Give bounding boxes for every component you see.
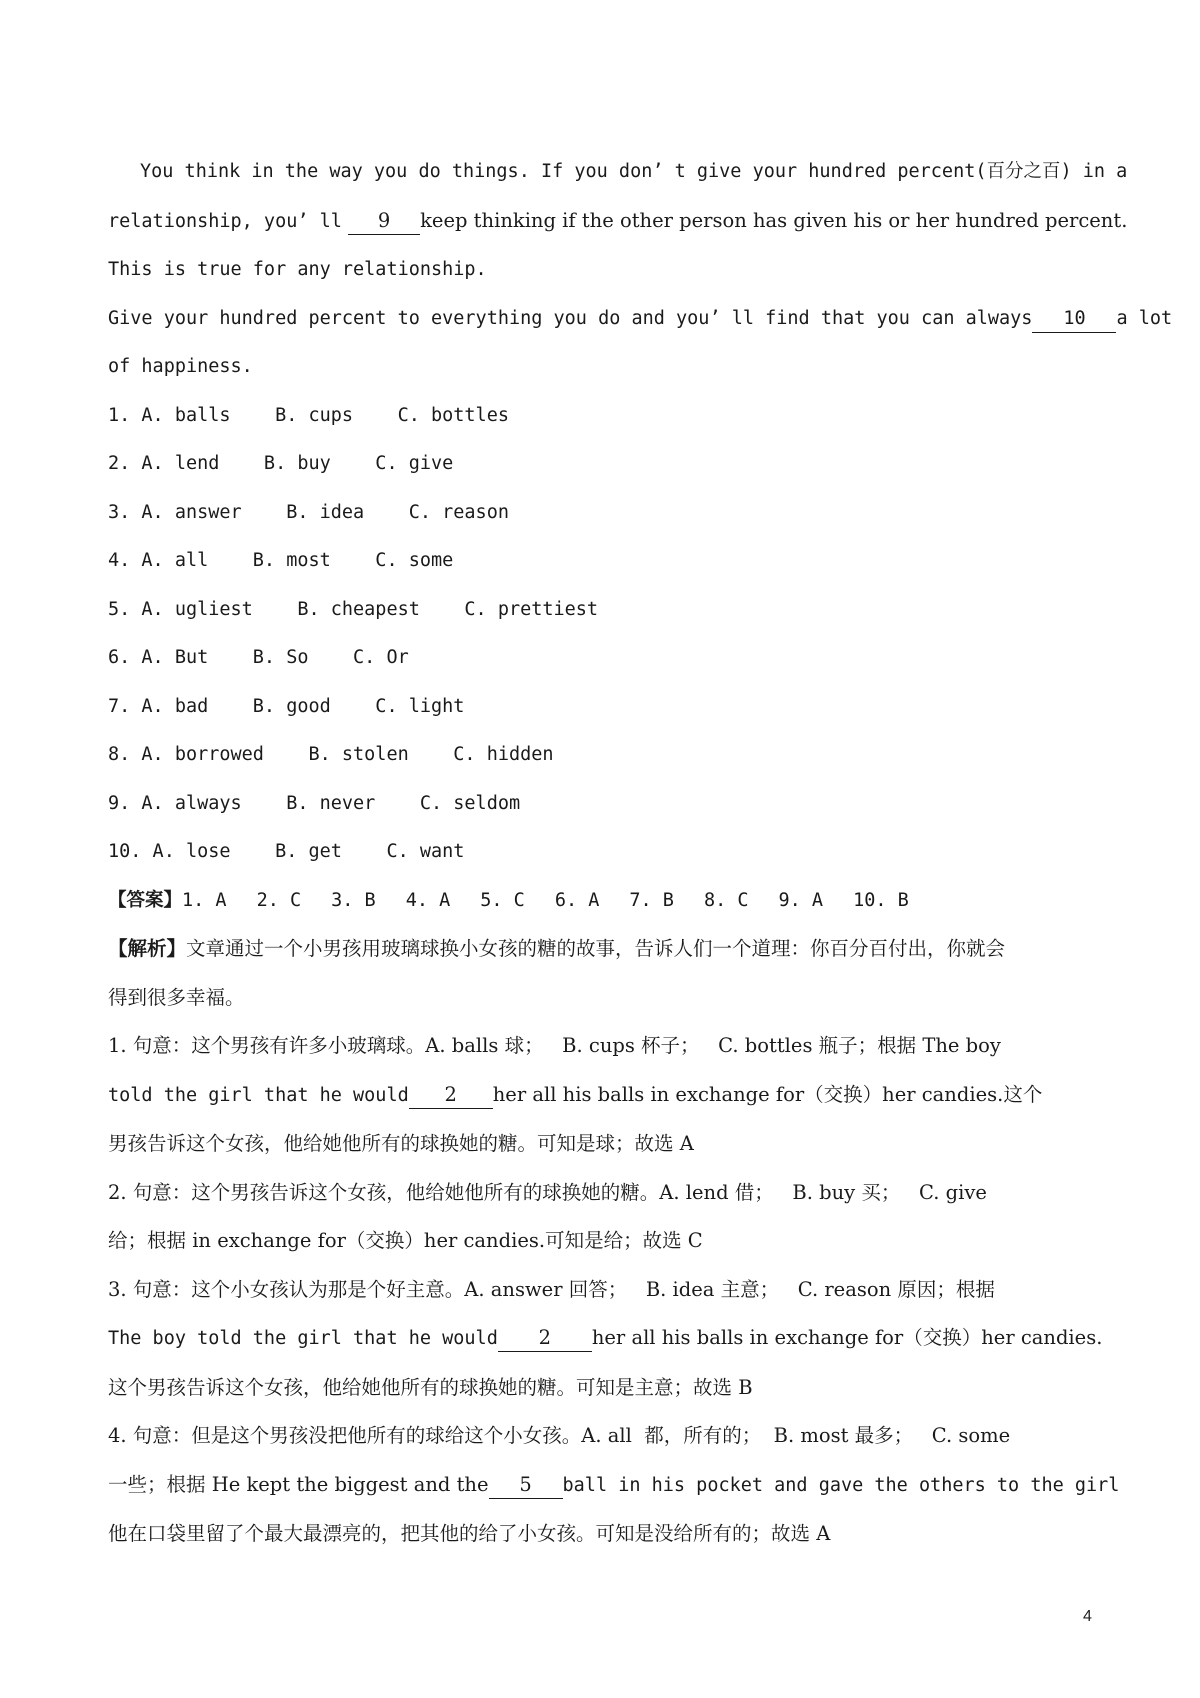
passage-line <box>108 295 1173 344</box>
analysis-line: 男孩告诉这个女孩，他给她他所有的球换她的糖。可知是球；故选 A <box>108 1132 694 1155</box>
page-number: 4 <box>1083 1608 1092 1625</box>
analysis-label: 【解析】 <box>108 937 187 960</box>
analysis-text: ball in his pocket and gave the others to the girl <box>562 1474 1120 1496</box>
blank-2: 2 <box>409 1082 493 1109</box>
blank-10: 10 <box>1032 306 1116 333</box>
passage-text: relationship, you’ ll <box>108 210 342 232</box>
page-content <box>108 148 1173 1559</box>
passage-line: You think in the way you do things. If you don’ t give your hundred percent(百分之百) in a <box>140 161 1128 182</box>
answer-label: 【答案】 <box>108 889 183 911</box>
answer-line <box>108 877 1098 926</box>
analysis-text: her all his balls in exchange for（交换）her candies.这个 <box>492 1082 1043 1106</box>
answer-item: 4. A <box>405 889 451 911</box>
analysis-line: 给；根据 in exchange for（交换）her candies.可知是给；故选 C <box>108 1229 703 1252</box>
option-line: 8. A. borrowed B. stolen C. hidden <box>108 744 554 765</box>
analysis-text: told the girl that he would <box>108 1084 409 1106</box>
option-line: 4. A. all B. most C. some <box>108 550 454 571</box>
analysis-line <box>108 1071 1098 1121</box>
option-line: 9. A. always B. never C. seldom <box>108 792 521 814</box>
analysis-line: 他在口袋里留了个最大最漂亮的，把其他的给了小女孩。可知是没给所有的；故选 A <box>108 1522 831 1545</box>
analysis-text: her all his balls in exchange for（交换）her candies. <box>591 1326 1103 1349</box>
answer-item: 6. A <box>554 889 600 911</box>
option-line: 5. A. ugliest B. cheapest C. prettiest <box>108 598 599 620</box>
answer-item: 8. C <box>703 889 749 911</box>
analysis-line <box>108 1461 1120 1511</box>
blank-5: 5 <box>489 1472 563 1499</box>
analysis-line: 2. 句意：这个男孩告诉这个女孩，他给她他所有的球换她的糖。A. lend 借； B. buy 买； C. give <box>108 1180 987 1204</box>
analysis-line <box>108 925 1098 974</box>
passage-line <box>108 197 1128 247</box>
analysis-line: 这个男孩告诉这个女孩，他给她他所有的球换她的糖。可知是主意；故选 B <box>108 1375 753 1399</box>
analysis-text: 文章通过一个小男孩用玻璃球换小女孩的糖的故事，告诉人们一个道理：你百分百付出，你就会 <box>186 937 1006 960</box>
option-line: 2. A. lend B. buy C. give <box>108 453 454 474</box>
option-line: 1. A. balls B. cups C. bottles <box>108 404 509 426</box>
passage-text: a lot <box>1116 307 1173 329</box>
answer-item: 2. C <box>256 889 302 911</box>
analysis-line: 4. 句意：但是这个男孩没把他所有的球给这个小女孩。A. all 都，所有的； B. most 最多； C. some <box>108 1424 1011 1447</box>
analysis-line: 3. 句意：这个小女孩认为那是个好主意。A. answer 回答； B. idea 主意； C. reason 原因；根据 <box>108 1277 995 1301</box>
option-line: 3. A. answer B. idea C. reason <box>108 501 509 523</box>
answer-item: 5. C <box>480 889 525 911</box>
blank-9: 9 <box>348 208 420 235</box>
answer-item: 7. B <box>629 889 674 911</box>
answer-item: 9. A <box>778 889 824 911</box>
option-line: 10. A. lose B. get C. want <box>108 841 465 862</box>
answer-item: 1. A <box>182 889 227 911</box>
option-line: 6. A. But B. So C. Or <box>108 647 409 668</box>
answer-item: 3. B <box>331 889 376 911</box>
blank-2: 2 <box>498 1325 592 1352</box>
passage-text: keep thinking if the other person has given his or her hundred percent. <box>420 208 1128 232</box>
passage-line: This is true for any relationship. <box>108 259 487 280</box>
passage-line: of happiness. <box>108 356 253 377</box>
analysis-line <box>108 1314 1103 1364</box>
analysis-line: 1. 句意：这个男孩有许多小玻璃球。A. balls 球； B. cups 杯子； C. bottles 瓶子；根据 The boy <box>108 1034 1001 1057</box>
analysis-text: 一些；根据 He kept the biggest and the <box>108 1472 489 1496</box>
analysis-line: 得到很多幸福。 <box>108 985 245 1009</box>
answer-item: 10. B <box>853 889 909 911</box>
analysis-text: The boy told the girl that he would <box>108 1328 498 1349</box>
passage-text: Give your hundred percent to everything you do and you’ ll find that you can always <box>108 307 1033 329</box>
option-line: 7. A. bad B. good C. light <box>108 695 465 717</box>
